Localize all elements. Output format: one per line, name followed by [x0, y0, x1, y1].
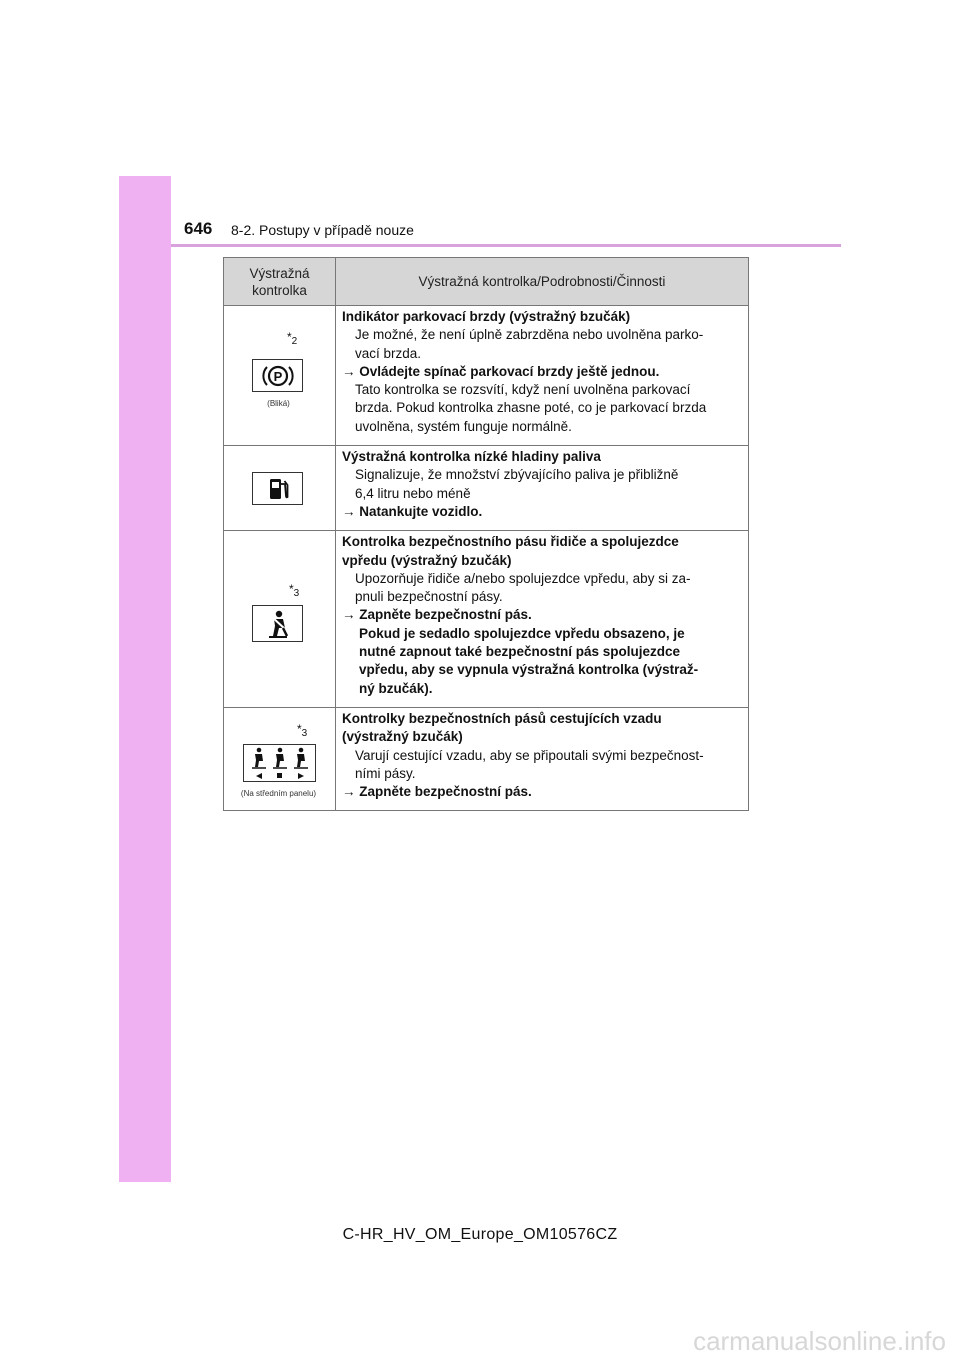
- table-row: [224, 707, 749, 810]
- rear-seatbelts-icon: [243, 744, 316, 782]
- row-title: Indikátor parkovací brzdy (výstražný bzučák): [342, 309, 631, 324]
- icon-caption: (Na středním panelu): [240, 788, 317, 798]
- description-cell: [336, 446, 749, 531]
- row-text: Upozorňuje řidiče a/nebo spolujezdce vpředu, aby si za-: [355, 570, 691, 586]
- icon-cell: [224, 531, 336, 708]
- description-cell: [336, 707, 749, 810]
- row-text: nutné zapnout také bezpečnostní pás spolujezdce: [359, 644, 681, 660]
- page-number: 646: [184, 219, 213, 238]
- table-header-row: [224, 258, 749, 306]
- chapter-tab-bar: [119, 176, 171, 1182]
- footnote-marker: $*_3$: [297, 721, 308, 739]
- row-text: Signalizuje, že množství zbývajícího paliva je přibližně: [355, 467, 679, 483]
- svg-text:P: P: [273, 368, 282, 384]
- row-title: vpředu (výstražný bzučák): [342, 552, 512, 568]
- row-title: (výstražný bzučák): [342, 729, 463, 745]
- description-cell: [336, 531, 749, 708]
- row-text: Varují cestující vzadu, aby se připoutali svými bezpečnost-: [355, 747, 704, 763]
- parking-brake-icon: [252, 359, 303, 392]
- row-text: ný bzučák).: [359, 680, 433, 696]
- section-title: 8-2. Postupy v případě nouze: [231, 222, 414, 238]
- description-cell: [336, 306, 749, 446]
- document-code: C-HR_HV_OM_Europe_OM10576CZ: [342, 1226, 618, 1243]
- row-action: → Zapněte bezpečnostní pás.: [342, 784, 532, 800]
- col-header-light: Výstražná kontrolka: [224, 258, 336, 306]
- table-row: [224, 446, 749, 531]
- row-text: uvolněna, systém funguje normálně.: [355, 418, 572, 434]
- row-title: Kontrolka bezpečnostního pásu řidiče a spolujezdce: [342, 534, 679, 550]
- table-row: [224, 531, 749, 708]
- row-text: vací brzda.: [355, 345, 422, 361]
- footnote-marker: $*_3$: [289, 582, 300, 600]
- row-text: pnuli bezpečnostní pásy.: [355, 589, 503, 605]
- row-text: brzda. Pokud kontrolka zhasne poté, co je parkovací brzda: [355, 400, 707, 416]
- icon-cell: [224, 446, 336, 531]
- watermark: carmanualsonline.info: [693, 1326, 946, 1356]
- row-text: ními pásy.: [355, 765, 416, 781]
- row-action: → Zapněte bezpečnostní pás.: [342, 607, 532, 623]
- seatbelt-icon: [252, 605, 303, 642]
- warning-lights-table: [223, 257, 749, 811]
- icon-cell: [224, 306, 336, 446]
- footnote-marker: $*_2$: [287, 330, 298, 347]
- icon-cell: [224, 707, 336, 810]
- table-row: [224, 306, 749, 446]
- row-text: Tato kontrolka se rozsvítí, když není uvolněna parkovací: [355, 382, 691, 398]
- row-action: → Ovládejte spínač parkovací brzdy ještě jednou.: [342, 363, 660, 379]
- header-rule: [171, 244, 841, 247]
- icon-caption: (Bliká): [267, 399, 290, 408]
- row-action: → Natankujte vozidlo.: [342, 503, 483, 519]
- col-header-details: Výstražná kontrolka/Podrobnosti/Činnosti: [336, 258, 749, 306]
- row-text: Pokud je sedadlo spolujezdce vpředu obsazeno, je: [359, 625, 685, 641]
- row-text: Je možné, že není úplně zabrzděna nebo uvolněna parko-: [355, 327, 704, 343]
- row-title: Výstražná kontrolka nízké hladiny paliva: [342, 449, 601, 465]
- row-text: vpředu, aby se vypnula výstražná kontrolka (výstraž-: [359, 662, 699, 678]
- row-title: Kontrolky bezpečnostních pásů cestujících vzadu: [342, 710, 662, 726]
- fuel-icon: [252, 472, 303, 505]
- row-text: 6,4 litru nebo méně: [355, 485, 471, 501]
